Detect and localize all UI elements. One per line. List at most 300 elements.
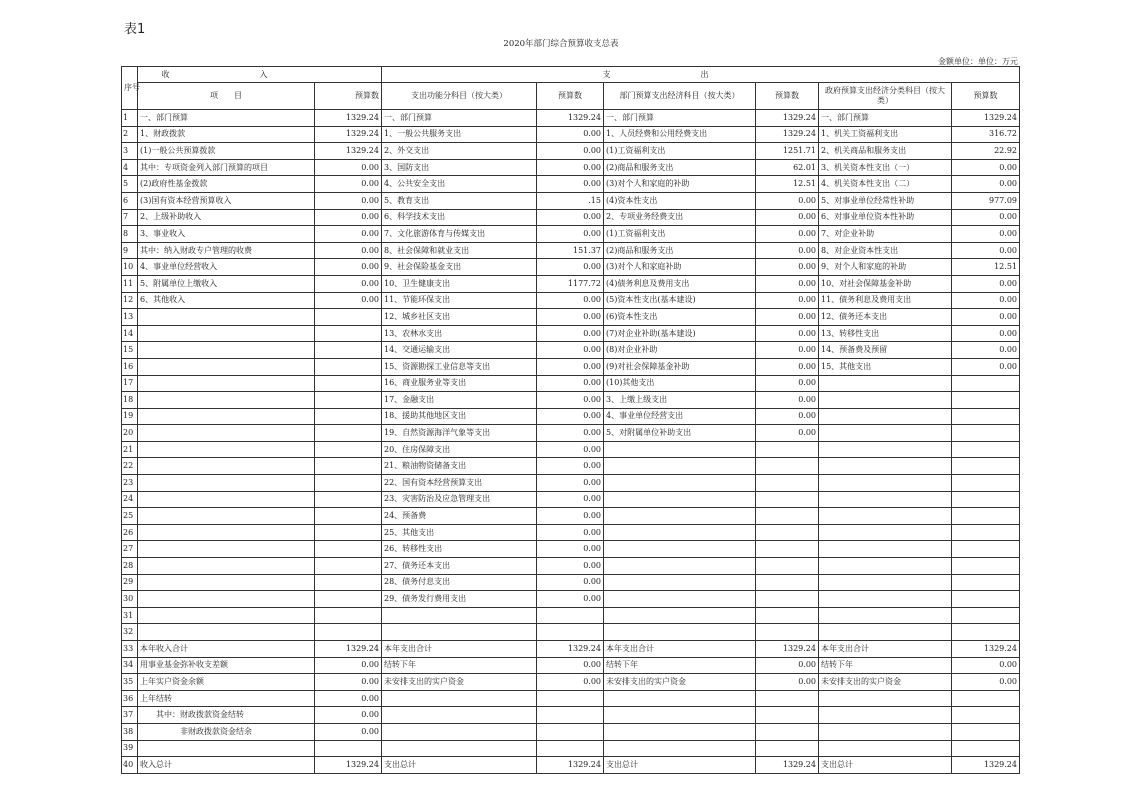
cell-seq: 12	[122, 292, 138, 309]
cell-income-item	[138, 408, 315, 425]
cell-seq: 24	[122, 491, 138, 508]
cell-income-amount	[315, 740, 382, 757]
table-row	[122, 674, 1020, 691]
table-row	[122, 591, 1020, 608]
cell-func-amount: 0.00	[537, 375, 604, 392]
cell-gov-amount: 0.00	[952, 176, 1020, 193]
cell-gov-amount	[952, 441, 1020, 458]
cell-income-amount: 0.00	[315, 674, 382, 691]
cell-dept-amount: 0.00	[756, 425, 819, 442]
cell-func-amount: 0.00	[537, 524, 604, 541]
cell-gov-amount: 0.00	[952, 242, 1020, 259]
cell-seq: 39	[122, 740, 138, 757]
cell-dept-subject: (6)资本性支出	[604, 309, 756, 326]
cell-seq: 9	[122, 242, 138, 259]
cell-gov-subject	[819, 408, 952, 425]
cell-dept-subject: (2)商品和服务支出	[604, 159, 756, 176]
cell-dept-subject: (1)工资福利支出	[604, 143, 756, 160]
cell-dept-subject	[604, 541, 756, 558]
cell-gov-amount	[952, 740, 1020, 757]
table-row	[122, 574, 1020, 591]
table-row	[122, 325, 1020, 342]
cell-seq: 31	[122, 607, 138, 624]
cell-func-amount: 0.00	[537, 309, 604, 326]
table-body	[122, 110, 1020, 774]
header-func-subject: 支出功能分科目（按大类）	[382, 83, 537, 110]
cell-func-subject	[382, 740, 537, 757]
cell-gov-subject	[819, 574, 952, 591]
cell-func-amount: 1329.24	[537, 757, 604, 774]
cell-func-subject: 一、部门预算	[382, 110, 537, 127]
cell-income-amount	[315, 325, 382, 342]
cell-gov-subject	[819, 392, 952, 409]
cell-func-subject: 16、商业服务业等支出	[382, 375, 537, 392]
table-row	[122, 541, 1020, 558]
cell-income-item	[138, 541, 315, 558]
cell-seq: 11	[122, 275, 138, 292]
cell-dept-amount: 62.01	[756, 159, 819, 176]
table-row	[122, 176, 1020, 193]
cell-dept-amount	[756, 624, 819, 641]
cell-func-subject	[382, 624, 537, 641]
cell-gov-subject: 11、债务利息及费用支出	[819, 292, 952, 309]
cell-dept-amount	[756, 558, 819, 575]
table-row	[122, 624, 1020, 641]
cell-income-amount	[315, 342, 382, 359]
cell-dept-amount: 1329.24	[756, 126, 819, 143]
header-item: 项 目	[138, 83, 315, 110]
cell-income-item	[138, 358, 315, 375]
cell-income-item	[138, 342, 315, 359]
cell-income-amount	[315, 375, 382, 392]
cell-dept-amount: 0.00	[756, 309, 819, 326]
cell-income-item: (2)政府性基金拨款	[138, 176, 315, 193]
cell-income-item: 其中：专项资金列入部门预算的项目	[138, 159, 315, 176]
cell-gov-amount: 977.09	[952, 192, 1020, 209]
cell-func-amount: 0.00	[537, 259, 604, 276]
cell-func-subject: 9、社会保险基金支出	[382, 259, 537, 276]
cell-income-item	[138, 491, 315, 508]
table-row	[122, 126, 1020, 143]
cell-func-amount: 1329.24	[537, 641, 604, 658]
table-row	[122, 309, 1020, 326]
cell-income-amount	[315, 591, 382, 608]
cell-dept-subject	[604, 475, 756, 492]
cell-dept-amount	[756, 607, 819, 624]
cell-income-item: 其中：财政拨款资金结转	[138, 707, 315, 724]
cell-income-amount	[315, 491, 382, 508]
cell-income-item	[138, 508, 315, 525]
cell-dept-subject: 4、事业单位经营支出	[604, 408, 756, 425]
table-row	[122, 723, 1020, 740]
cell-gov-amount: 0.00	[952, 226, 1020, 243]
cell-seq: 7	[122, 209, 138, 226]
table-row	[122, 292, 1020, 309]
cell-dept-amount: 1329.24	[756, 110, 819, 127]
cell-gov-subject: 6、对事业单位资本性补助	[819, 209, 952, 226]
cell-gov-amount: 0.00	[952, 674, 1020, 691]
cell-dept-amount: 0.00	[756, 325, 819, 342]
cell-func-subject	[382, 690, 537, 707]
cell-func-amount: 1329.24	[537, 110, 604, 127]
document-title: 2020年部门综合预算收支总表	[503, 39, 619, 49]
cell-income-amount	[315, 574, 382, 591]
cell-func-subject: 25、其他支出	[382, 524, 537, 541]
cell-income-amount: 0.00	[315, 159, 382, 176]
cell-seq: 38	[122, 723, 138, 740]
cell-income-item	[138, 591, 315, 608]
cell-func-amount: 0.00	[537, 408, 604, 425]
cell-dept-subject	[604, 624, 756, 641]
header-row-2	[122, 83, 1020, 110]
cell-seq: 1	[122, 110, 138, 127]
cell-seq: 27	[122, 541, 138, 558]
header-amount: 预算数	[537, 83, 604, 110]
cell-gov-amount	[952, 607, 1020, 624]
table-row	[122, 425, 1020, 442]
cell-income-amount: 0.00	[315, 690, 382, 707]
cell-func-amount: 0.00	[537, 491, 604, 508]
cell-income-item: 2、上级补助收入	[138, 209, 315, 226]
cell-income-item	[138, 574, 315, 591]
cell-dept-subject: 5、对附属单位补助支出	[604, 425, 756, 442]
cell-dept-subject: (8)对企业补助	[604, 342, 756, 359]
cell-seq: 35	[122, 674, 138, 691]
header-amount: 预算数	[315, 83, 382, 110]
cell-gov-amount: 0.00	[952, 309, 1020, 326]
cell-func-amount	[537, 690, 604, 707]
cell-dept-subject: 一、部门预算	[604, 110, 756, 127]
cell-dept-subject	[604, 707, 756, 724]
cell-income-amount: 0.00	[315, 723, 382, 740]
cell-gov-subject: 5、对事业单位经常性补助	[819, 192, 952, 209]
cell-dept-amount	[756, 491, 819, 508]
cell-gov-subject: 1、机关工资福利支出	[819, 126, 952, 143]
cell-func-subject: 26、转移性支出	[382, 541, 537, 558]
cell-gov-subject: 支出总计	[819, 757, 952, 774]
cell-func-subject: 29、债务发行费用支出	[382, 591, 537, 608]
cell-func-amount	[537, 607, 604, 624]
cell-gov-subject	[819, 508, 952, 525]
cell-dept-amount: 1251.71	[756, 143, 819, 160]
table-row	[122, 192, 1020, 209]
cell-dept-amount	[756, 458, 819, 475]
cell-gov-subject: 7、对企业补助	[819, 226, 952, 243]
cell-gov-subject	[819, 475, 952, 492]
cell-gov-amount	[952, 408, 1020, 425]
cell-seq: 26	[122, 524, 138, 541]
cell-gov-subject	[819, 740, 952, 757]
header-expense: 支出	[382, 67, 1020, 83]
cell-func-subject: 24、预备费	[382, 508, 537, 525]
cell-income-amount	[315, 607, 382, 624]
header-seq: 序号	[122, 67, 138, 110]
cell-func-amount: 0.00	[537, 574, 604, 591]
cell-seq: 8	[122, 226, 138, 243]
cell-income-item	[138, 624, 315, 641]
cell-dept-amount: 1329.24	[756, 641, 819, 658]
cell-dept-amount	[756, 574, 819, 591]
cell-func-subject: 13、农林水支出	[382, 325, 537, 342]
table-row	[122, 441, 1020, 458]
cell-income-amount: 0.00	[315, 192, 382, 209]
cell-income-item	[138, 524, 315, 541]
cell-income-amount	[315, 524, 382, 541]
cell-gov-amount: 22.92	[952, 143, 1020, 160]
cell-dept-subject	[604, 508, 756, 525]
cell-seq: 13	[122, 309, 138, 326]
cell-gov-amount: 316.72	[952, 126, 1020, 143]
cell-func-amount	[537, 624, 604, 641]
cell-seq: 4	[122, 159, 138, 176]
cell-dept-subject: (10)其他支出	[604, 375, 756, 392]
cell-dept-subject	[604, 441, 756, 458]
cell-gov-amount: 1329.24	[952, 110, 1020, 127]
cell-func-amount: 0.00	[537, 143, 604, 160]
cell-dept-amount: 12.51	[756, 176, 819, 193]
cell-income-item	[138, 458, 315, 475]
cell-gov-amount	[952, 491, 1020, 508]
cell-dept-subject	[604, 458, 756, 475]
cell-dept-subject: 2、专项业务经费支出	[604, 209, 756, 226]
cell-income-item: 上年实户资金余额	[138, 674, 315, 691]
sheet-label: 表1	[124, 22, 146, 37]
table-row	[122, 690, 1020, 707]
table-row	[122, 757, 1020, 774]
header-gov-econ-subject: 政府预算支出经济分类科目（按大类）	[819, 83, 952, 110]
cell-func-amount: 0.00	[537, 126, 604, 143]
cell-dept-subject: (1)工资福利支出	[604, 226, 756, 243]
cell-dept-amount: 1329.24	[756, 757, 819, 774]
cell-gov-subject	[819, 524, 952, 541]
cell-seq: 2	[122, 126, 138, 143]
cell-dept-amount: 0.00	[756, 358, 819, 375]
cell-func-amount: .15	[537, 192, 604, 209]
table-row	[122, 226, 1020, 243]
cell-gov-amount	[952, 723, 1020, 740]
cell-income-amount: 0.00	[315, 292, 382, 309]
cell-dept-amount: 0.00	[756, 408, 819, 425]
cell-seq: 30	[122, 591, 138, 608]
cell-seq: 19	[122, 408, 138, 425]
cell-income-item	[138, 425, 315, 442]
cell-dept-subject: (3)对个人和家庭补助	[604, 259, 756, 276]
cell-seq: 40	[122, 757, 138, 774]
cell-gov-amount	[952, 558, 1020, 575]
cell-func-subject: 2、外交支出	[382, 143, 537, 160]
cell-income-item: (3)国有资本经营预算收入	[138, 192, 315, 209]
cell-dept-subject: 未安排支出的实户资金	[604, 674, 756, 691]
cell-func-amount: 0.00	[537, 358, 604, 375]
cell-income-item: 用事业基金弥补收支差额	[138, 657, 315, 674]
header-amount: 预算数	[952, 83, 1020, 110]
table-row	[122, 342, 1020, 359]
cell-income-amount	[315, 475, 382, 492]
cell-seq: 21	[122, 441, 138, 458]
cell-func-subject: 18、援助其他地区支出	[382, 408, 537, 425]
cell-func-amount: 0.00	[537, 441, 604, 458]
table-row	[122, 392, 1020, 409]
cell-income-item	[138, 740, 315, 757]
cell-func-subject: 14、交通运输支出	[382, 342, 537, 359]
cell-gov-amount: 0.00	[952, 657, 1020, 674]
unit-label: 金额单位：单位：万元	[938, 57, 1018, 66]
cell-dept-subject: 3、上缴上级支出	[604, 392, 756, 409]
cell-income-amount: 0.00	[315, 209, 382, 226]
cell-gov-amount: 0.00	[952, 325, 1020, 342]
cell-seq: 10	[122, 259, 138, 276]
cell-func-amount	[537, 707, 604, 724]
cell-dept-subject: 1、人员经费和公用经费支出	[604, 126, 756, 143]
cell-func-subject: 17、金融支出	[382, 392, 537, 409]
cell-func-amount: 151.37	[537, 242, 604, 259]
cell-dept-subject: (4)资本性支出	[604, 192, 756, 209]
cell-func-subject: 3、国防支出	[382, 159, 537, 176]
cell-dept-subject	[604, 591, 756, 608]
cell-seq: 25	[122, 508, 138, 525]
cell-gov-amount	[952, 458, 1020, 475]
table-row	[122, 641, 1020, 658]
table-row	[122, 508, 1020, 525]
cell-dept-amount	[756, 475, 819, 492]
cell-func-amount: 0.00	[537, 558, 604, 575]
cell-dept-amount	[756, 591, 819, 608]
cell-income-item	[138, 325, 315, 342]
cell-income-item: (1)一般公共预算拨款	[138, 143, 315, 160]
cell-dept-amount: 0.00	[756, 259, 819, 276]
cell-func-amount: 0.00	[537, 292, 604, 309]
table-row	[122, 358, 1020, 375]
table-row	[122, 275, 1020, 292]
cell-dept-subject: (7)对企业补助(基本建设)	[604, 325, 756, 342]
cell-func-amount: 0.00	[537, 176, 604, 193]
cell-income-item	[138, 607, 315, 624]
cell-func-subject: 本年支出合计	[382, 641, 537, 658]
cell-gov-subject	[819, 707, 952, 724]
table-row	[122, 491, 1020, 508]
cell-func-subject: 6、科学技术支出	[382, 209, 537, 226]
cell-gov-subject: 8、对企业资本性支出	[819, 242, 952, 259]
cell-gov-subject: 14、预备费及预留	[819, 342, 952, 359]
cell-dept-subject: (4)债务利息及费用支出	[604, 275, 756, 292]
cell-func-amount: 0.00	[537, 159, 604, 176]
cell-func-subject	[382, 607, 537, 624]
cell-income-item	[138, 375, 315, 392]
cell-income-amount	[315, 309, 382, 326]
table-row	[122, 259, 1020, 276]
cell-func-subject: 22、国有资本经营预算支出	[382, 475, 537, 492]
cell-seq: 20	[122, 425, 138, 442]
cell-dept-amount: 0.00	[756, 674, 819, 691]
cell-dept-amount	[756, 441, 819, 458]
cell-gov-subject: 2、机关商品和服务支出	[819, 143, 952, 160]
cell-seq: 23	[122, 475, 138, 492]
cell-dept-subject: 结转下年	[604, 657, 756, 674]
cell-func-subject: 27、债务还本支出	[382, 558, 537, 575]
cell-dept-subject	[604, 574, 756, 591]
cell-gov-subject	[819, 425, 952, 442]
cell-income-amount: 1329.24	[315, 110, 382, 127]
cell-dept-subject	[604, 723, 756, 740]
cell-func-subject: 未安排支出的实户资金	[382, 674, 537, 691]
cell-gov-amount	[952, 591, 1020, 608]
cell-func-amount	[537, 723, 604, 740]
cell-gov-subject	[819, 491, 952, 508]
cell-income-amount	[315, 441, 382, 458]
cell-gov-subject: 10、对社会保障基金补助	[819, 275, 952, 292]
header-amount: 预算数	[756, 83, 819, 110]
cell-income-amount	[315, 541, 382, 558]
cell-func-subject: 5、教育支出	[382, 192, 537, 209]
cell-income-amount	[315, 358, 382, 375]
cell-gov-amount	[952, 475, 1020, 492]
cell-income-amount	[315, 508, 382, 525]
table-row	[122, 458, 1020, 475]
cell-func-subject: 7、文化旅游体育与传媒支出	[382, 226, 537, 243]
cell-income-item: 本年收入合计	[138, 641, 315, 658]
cell-income-item	[138, 558, 315, 575]
cell-func-amount: 0.00	[537, 325, 604, 342]
cell-income-amount: 1329.24	[315, 126, 382, 143]
cell-gov-amount: 0.00	[952, 358, 1020, 375]
cell-func-amount: 0.00	[537, 541, 604, 558]
cell-dept-amount	[756, 541, 819, 558]
cell-seq: 14	[122, 325, 138, 342]
cell-func-subject: 19、自然资源海洋气象等支出	[382, 425, 537, 442]
cell-dept-amount	[756, 690, 819, 707]
cell-income-amount: 0.00	[315, 657, 382, 674]
cell-income-amount: 1329.24	[315, 757, 382, 774]
cell-gov-amount	[952, 524, 1020, 541]
cell-dept-amount	[756, 508, 819, 525]
cell-dept-amount	[756, 707, 819, 724]
cell-gov-amount	[952, 375, 1020, 392]
cell-func-amount: 0.00	[537, 392, 604, 409]
cell-gov-amount	[952, 690, 1020, 707]
cell-seq: 37	[122, 707, 138, 724]
cell-gov-subject	[819, 458, 952, 475]
cell-func-amount: 0.00	[537, 458, 604, 475]
cell-income-amount: 1329.24	[315, 641, 382, 658]
cell-func-amount: 0.00	[537, 508, 604, 525]
cell-dept-amount: 0.00	[756, 192, 819, 209]
cell-income-item: 1、财政拨款	[138, 126, 315, 143]
cell-func-subject: 结转下年	[382, 657, 537, 674]
table-row	[122, 740, 1020, 757]
cell-seq: 34	[122, 657, 138, 674]
cell-func-amount: 0.00	[537, 425, 604, 442]
cell-seq: 29	[122, 574, 138, 591]
cell-income-item: 4、事业单位经营收入	[138, 259, 315, 276]
table-row	[122, 159, 1020, 176]
cell-seq: 36	[122, 690, 138, 707]
cell-gov-subject: 9、对个人和家庭的补助	[819, 259, 952, 276]
cell-gov-amount: 0.00	[952, 209, 1020, 226]
cell-seq: 33	[122, 641, 138, 658]
cell-gov-subject: 一、部门预算	[819, 110, 952, 127]
cell-gov-amount	[952, 508, 1020, 525]
header-income: 收入	[138, 67, 382, 83]
table-row	[122, 143, 1020, 160]
cell-func-subject: 15、资源勘探工业信息等支出	[382, 358, 537, 375]
table-row	[122, 475, 1020, 492]
cell-dept-amount: 0.00	[756, 292, 819, 309]
cell-func-subject: 28、债务付息支出	[382, 574, 537, 591]
table-row	[122, 707, 1020, 724]
cell-seq: 6	[122, 192, 138, 209]
cell-gov-subject: 本年支出合计	[819, 641, 952, 658]
cell-gov-amount: 1329.24	[952, 641, 1020, 658]
